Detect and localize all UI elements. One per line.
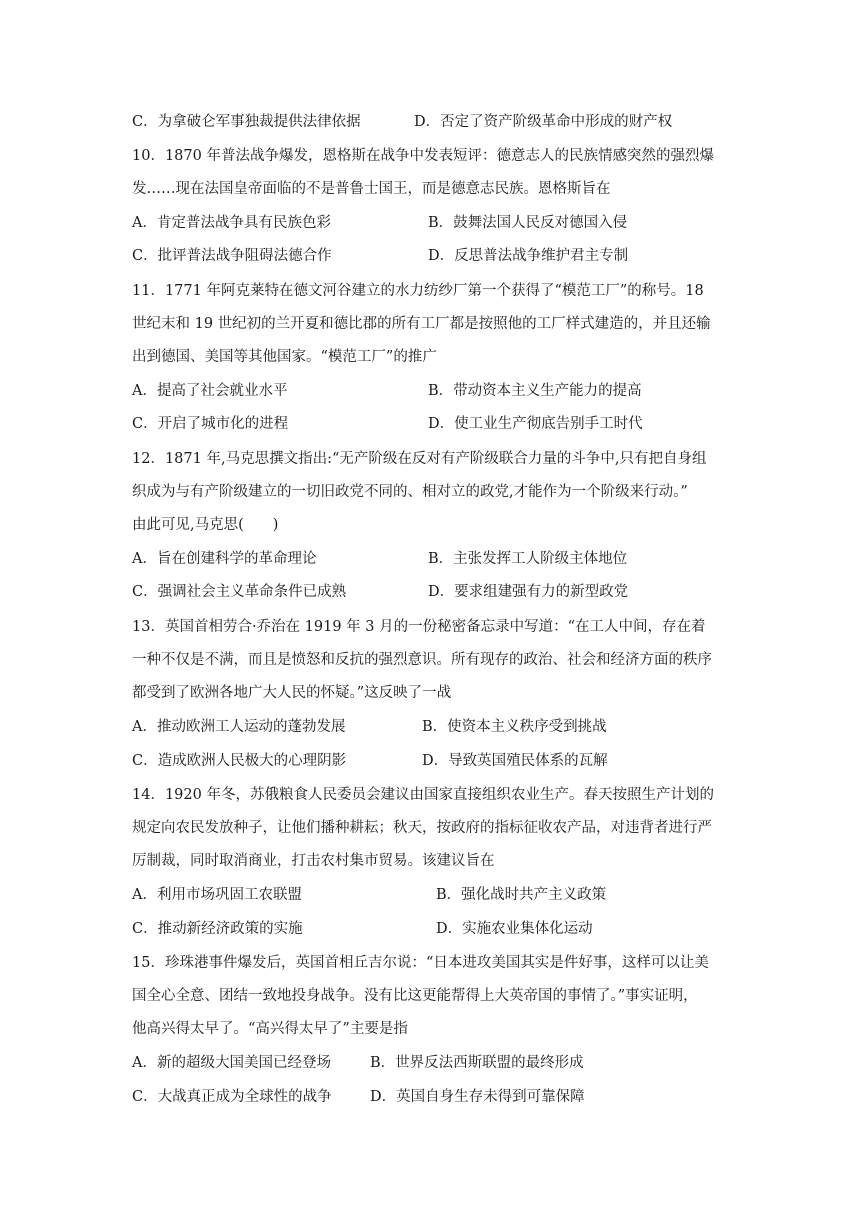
q14-stem-line-1: 14．1920 年冬，苏俄粮食人民委员会建议由国家直接组织农业生产。春天按照生产计划的 [132,787,714,803]
q11-option-b: B．带动资本主义生产能力的提高 [428,383,642,399]
q12-stem-line-1: 12．1871 年,马克思撰文指出:“无产阶级在反对有产阶级联合力量的斗争中,只有把自身组 [132,451,707,467]
q10-stem-line-2: 发……现在法国皇帝面临的不是普鲁士国王，而是德意志民族。恩格斯旨在 [132,181,611,197]
q15-stem-line-1: 15．珍珠港事件爆发后，英国首相丘吉尔说：“日本进攻美国其实是件好事，这样可以让美 [132,955,709,971]
q14-option-b: B．强化战时共产主义政策 [436,887,607,903]
q10-stem-line-1: 10．1870 年普法战争爆发，恩格斯在战争中发表短评：德意志人的民族情感突然的强烈爆 [132,148,714,164]
q14-stem-line-3: 厉制裁，同时取消商业，打击农村集市贸易。该建议旨在 [132,853,495,869]
q13-stem-line-2: 一种不仅是不满，而且是愤怒和反抗的强烈意识。所有现存的政治、社会和经济方面的秩序 [132,652,712,668]
q10-option-a: A．肯定普法战争具有民族色彩 [132,215,331,231]
q10-option-c: C．批评普法战争阻碍法德合作 [132,248,332,264]
q13-option-a: A．推动欧洲工人运动的蓬勃发展 [132,719,346,735]
q11-option-c: C．开启了城市化的进程 [132,416,289,432]
q9-option-c: C．为拿破仑军事独裁提供法律依据 [132,114,361,130]
q12-option-c: C．强调社会主义革命条件已成熟 [132,584,347,600]
q14-option-a: A．利用市场巩固工农联盟 [132,887,302,903]
q15-option-c: C．大战真正成为全球性的战争 [132,1089,332,1105]
q10-option-b: B．鼓舞法国人民反对德国入侵 [428,215,628,231]
q14-stem-line-2: 规定向农民发放种子，让他们播种耕耘；秋天，按政府的指标征收农产品，对违背者进行严 [132,820,712,836]
q13-stem-line-3: 都受到了欧洲各地广大人民的怀疑。”这反映了一战 [132,685,452,701]
q11-option-d: D．使工业生产彻底告别手工时代 [428,416,643,432]
q12-option-a: A．旨在创建科学的革命理论 [132,551,317,567]
q12-option-d: D．要求组建强有力的新型政党 [428,584,629,600]
q12-option-b: B．主张发挥工人阶级主体地位 [428,551,628,567]
q15-option-a: A．新的超级大国美国已经登场 [132,1055,331,1071]
q9-option-d: D．否定了资产阶级革命中形成的财产权 [414,114,673,130]
q15-stem-line-3: 他高兴得太早了。“高兴得太早了”主要是指 [132,1021,408,1037]
q14-option-d: D．实施农业集体化运动 [436,921,593,937]
q11-option-a: A．提高了社会就业水平 [132,383,288,399]
q12-stem-line-2: 织成为与有产阶级建立的一切旧政党不同的、相对立的政党,才能作为一个阶级来行动。” [132,484,688,500]
q13-option-b: B．使资本主义秩序受到挑战 [422,719,607,735]
q12-stem-line-3: 由此可见,马克思( ) [132,517,279,533]
q11-stem-line-2: 世纪末和 19 世纪初的兰开夏和德比郡的所有工厂都是按照他的工厂样式建造的，并且还输 [132,316,711,332]
q15-stem-line-2: 国全心全意、团结一致地投身战争。没有比这更能帮得上大英帝国的事情了。”事实证明， [132,988,698,1004]
q11-stem-line-1: 11．1771 年阿克莱特在德文河谷建立的水力纺纱厂第一个获得了“模范工厂”的称号。18 [132,283,704,299]
q13-option-d: D．导致英国殖民体系的瓦解 [422,753,608,769]
q15-option-d: D．英国自身生存未得到可靠保障 [370,1089,585,1105]
q11-stem-line-3: 出到德国、美国等其他国家。“模范工厂”的推广 [132,349,437,365]
q15-option-b: B．世界反法西斯联盟的最终形成 [370,1055,584,1071]
q13-stem-line-1: 13．英国首相劳合·乔治在 1919 年 3 月的一份秘密备忘录中写道：“在工人中间，存在着 [132,619,706,635]
q14-option-c: C．推动新经济政策的实施 [132,921,303,937]
q10-option-d: D．反思普法战争维护君主专制 [428,248,629,264]
q13-option-c: C．造成欧洲人民极大的心理阴影 [132,753,347,769]
